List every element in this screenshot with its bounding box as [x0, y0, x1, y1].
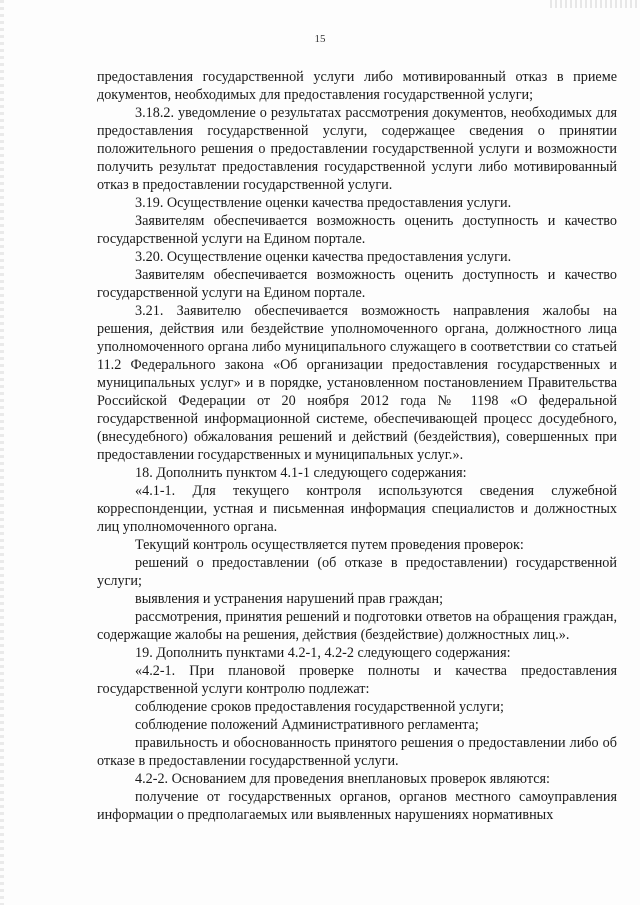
paragraph: 3.18.2. уведомление о результатах рассмотрения документов, необходимых для предоставления государственной услуги, содержащее сведения о принятии положительного решения о предоставлении государственной услуги и возможности получить результат предоставления государственной услуги либо мотивированный отказ в предоставлении государственной услуги.	[97, 105, 617, 193]
paragraph: 18. Дополнить пунктом 4.1-1 следующего содержания:	[135, 465, 467, 481]
paragraph: получение от государственных органов, органов местного самоуправления информации о предполагаемых или выявленных нарушениях нормативных	[97, 789, 617, 823]
paragraph: предоставления государственной услуги либо мотивированный отказ в приеме документов, необходимых для предоставления государственной услуги;	[97, 69, 617, 103]
paragraph: соблюдение положений Административного регламента;	[135, 717, 479, 733]
paragraph: Заявителям обеспечивается возможность оценить доступность и качество государственной услуги на Едином портале.	[97, 267, 617, 301]
paragraph: 3.20. Осуществление оценки качества предоставления услуги.	[135, 249, 512, 265]
paragraph: рассмотрения, принятия решений и подготовки ответов на обращения граждан, содержащие жалобы на решения, действия (бездействие) должностных лиц.».	[97, 609, 617, 643]
paragraph: 19. Дополнить пунктами 4.2-1, 4.2-2 следующего содержания:	[135, 645, 511, 661]
scan-edge	[0, 0, 4, 905]
paragraph: 3.21. Заявителю обеспечивается возможность направления жалобы на решения, действия или бездействие уполномоченного органа, должностного лица уполномоченного органа либо муниципального служащего в соответствии со статьей 11.2 Федерального закона «Об организации предоставления государственных и муниципальных услуг» и в порядке, установленном постановлением Правительства Российской Федерации от 20 ноября 2012 года № 1198 «О федеральной государственной информационной системе, обеспечивающей процесс досудебного, (внесудебного) обжалования решений и действий (бездействия), совершенных при предоставлении государственных и муниципальных услуг.».	[97, 303, 617, 463]
paragraph: правильность и обоснованность принятого решения о предоставлении либо об отказе в предоставлении государственной услуги.	[97, 735, 617, 769]
page-number: 15	[314, 33, 326, 45]
document-body	[97, 68, 617, 824]
paragraph: Заявителям обеспечивается возможность оценить доступность и качество государственной услуги на Едином портале.	[97, 213, 617, 247]
paragraph: 4.2-2. Основанием для проведения внеплановых проверок являются:	[135, 771, 550, 787]
paragraph: Текущий контроль осуществляется путем проведения проверок:	[135, 537, 524, 553]
paragraph: решений о предоставлении (об отказе в предоставлении) государственной услуги;	[97, 555, 617, 589]
paragraph: 3.19. Осуществление оценки качества предоставления услуги.	[135, 195, 512, 211]
paragraph: «4.2-1. При плановой проверке полноты и качества предоставления государственной услуги контролю подлежат:	[97, 663, 617, 697]
scan-corner-mark	[550, 0, 640, 8]
paragraph: выявления и устранения нарушений прав граждан;	[135, 591, 444, 607]
paragraph: «4.1-1. Для текущего контроля используются сведения служебной корреспонденции, устная и письменная информация специалистов и должностных лиц уполномоченного органа.	[97, 483, 617, 535]
paragraph: соблюдение сроков предоставления государственной услуги;	[135, 699, 504, 715]
